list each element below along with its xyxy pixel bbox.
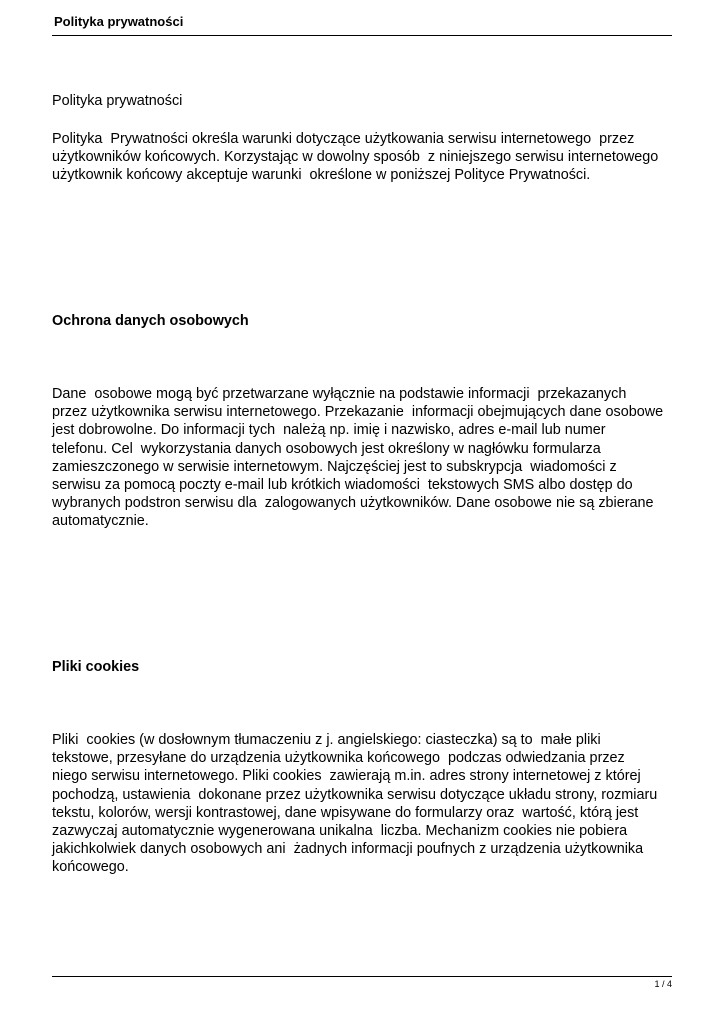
section-heading-cookies: Pliki cookies	[52, 659, 140, 675]
paragraph-line: automatycznie.	[52, 513, 149, 530]
paragraph-line: jakichkolwiek danych osobowych ani żadnych informacji poufnych z urządzenia użytkownika	[52, 841, 644, 858]
paragraph-line: końcowego.	[52, 859, 129, 876]
paragraph-line: pochodzą, ustawienia dokonane przez użytkownika serwisu dotyczące układu strony, rozmiaru	[52, 786, 658, 803]
intro-title: Polityka prywatności	[52, 93, 183, 109]
paragraph-line: tekstowe, przesyłane do urządzenia użytkownika końcowego podczas odwiedzania przez	[52, 750, 625, 767]
paragraph-line: wybranych podstron serwisu dla zalogowanych użytkowników. Dane osobowe nie są zbierane	[52, 495, 654, 512]
paragraph-line: Polityka Prywatności określa warunki dotyczące użytkowania serwisu internetowego przez	[52, 131, 635, 147]
paragraph-line: tekstu, kolorów, wersji kontrastowej, dane wpisywane do formularzy oraz wartość, którą jest	[52, 804, 639, 821]
header-divider	[52, 35, 672, 36]
paragraph-line: zamieszczonego w serwisie internetowym. Najczęściej jest to subskrypcja wiadomości z	[52, 458, 617, 475]
paragraph-line: niego serwisu internetowego. Pliki cookies zawierają m.in. adres strony internetowej z której	[52, 768, 641, 785]
cookies-paragraph	[52, 731, 692, 877]
paragraph-line: przez użytkownika serwisu internetowego. Przekazanie informacji obejmujących dane osobowe	[52, 404, 664, 421]
page-number: 1 / 4	[654, 979, 672, 989]
intro-paragraph	[52, 130, 692, 185]
paragraph-line: użytkowników końcowych. Korzystając w dowolny sposób z niniejszego serwisu internetowego	[52, 149, 659, 166]
data-protection-paragraph	[52, 385, 692, 531]
footer-divider	[52, 976, 672, 977]
running-header-title: Polityka prywatności	[54, 14, 184, 29]
paragraph-line: Pliki cookies (w dosłownym tłumaczeniu z j. angielskiego: ciasteczka) są to małe pliki	[52, 732, 601, 748]
paragraph-line: zazwyczaj automatycznie wygenerowana unikalna liczba. Mechanizm cookies nie pobiera	[52, 823, 628, 840]
paragraph-line: użytkownik końcowy akceptuje warunki określone w poniższej Polityce Prywatności.	[52, 167, 591, 184]
paragraph-line: Dane osobowe mogą być przetwarzane wyłącznie na podstawie informacji przekazanych	[52, 386, 627, 402]
paragraph-line: telefonu. Cel wykorzystania danych osobowych jest określony w nagłówku formularza	[52, 440, 601, 457]
section-heading-data-protection: Ochrona danych osobowych	[52, 313, 249, 329]
paragraph-line: jest dobrowolne. Do informacji tych należą np. imię i nazwisko, adres e-mail lub numer	[52, 422, 606, 439]
paragraph-line: serwisu za pomocą poczty e-mail lub krótkich wiadomości tekstowych SMS albo dostęp do	[52, 477, 633, 494]
